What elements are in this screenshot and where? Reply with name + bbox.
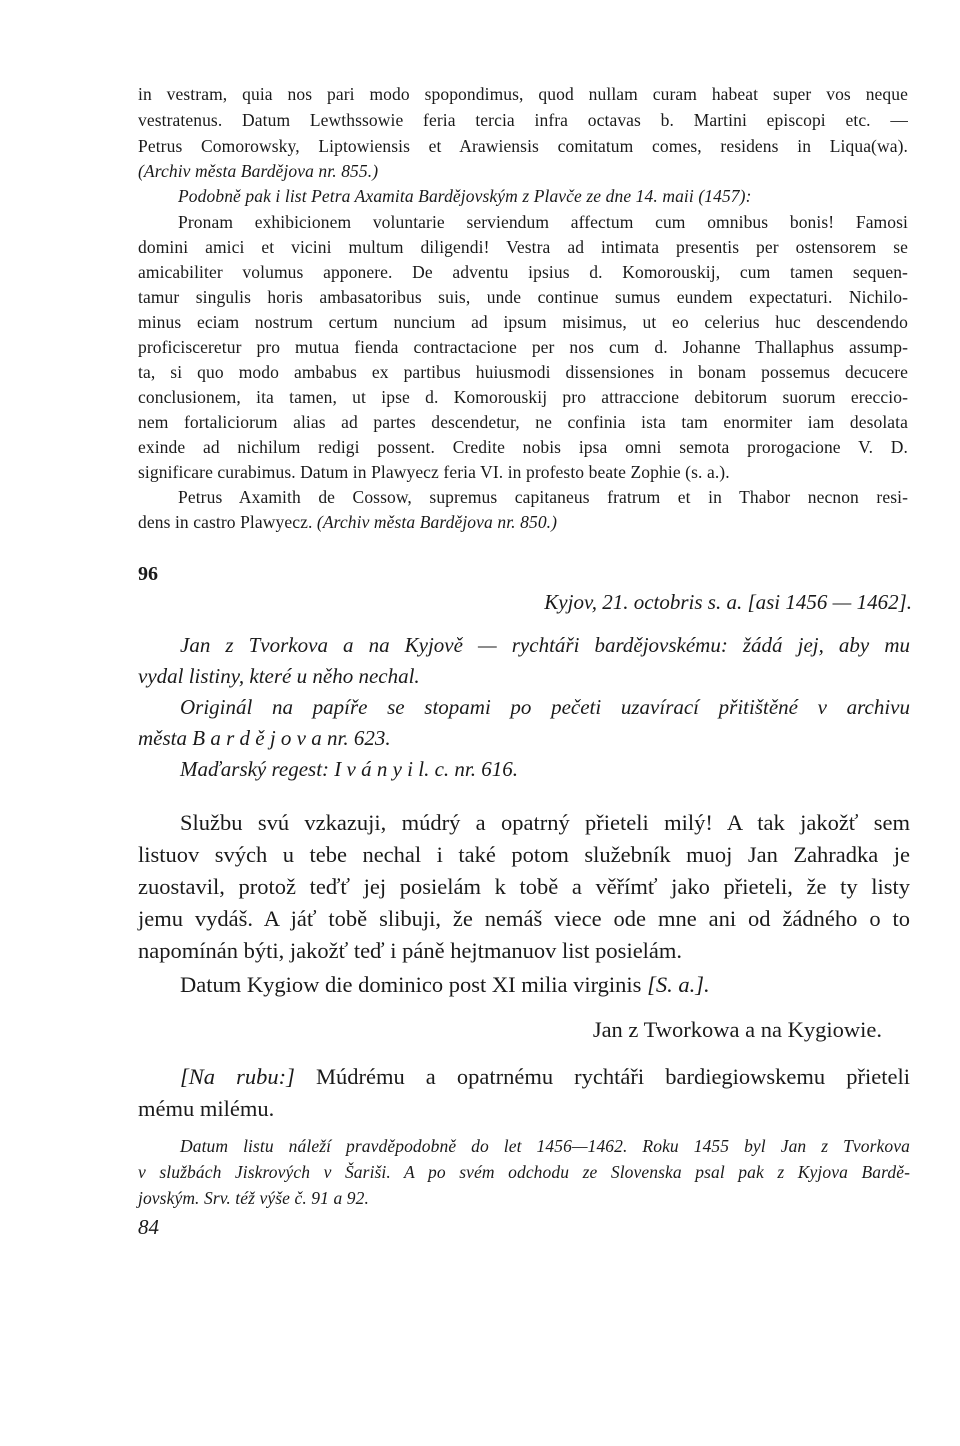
footnote-line: v službách Jiskrových v Šariši. A po svém odchodu ze Slovenska psal pak z Kyjova Bardě- xyxy=(138,1162,910,1182)
address-text: Múdrému a opatrnému rychtáři bardiegiowskemu přieteli xyxy=(315,1064,910,1089)
letter-line: jemu vydáš. A jáť tobě slibuji, že nemáš viece ode mne ani od žádného o to xyxy=(138,906,910,931)
original-note-line: Originál na papíře se stopami po pečeti uzavírací přitištěné v archivu xyxy=(180,695,910,719)
address-line: mému milému. xyxy=(138,1096,275,1121)
address-prefix: [Na rubu:] xyxy=(180,1064,295,1089)
letter-line: listuov svých u tebe nechal i také potom služebník muoj Jan Zahradka je xyxy=(138,842,910,867)
footnote-line: Datum listu náleží pravděpodobně do let 1456—1462. Roku 1455 byl Jan z Tvorkova xyxy=(180,1136,910,1156)
text-line xyxy=(138,512,557,533)
text-line: amicabiliter volumus apponere. De adventu ipsius d. Komorouskij, cum tamen sequen- xyxy=(138,262,908,282)
datum-text: Datum Kygiow die dominico post XI milia virginis xyxy=(180,972,642,997)
original-note-line: města B a r d ě j o v a nr. 623. xyxy=(138,726,391,750)
text-line: significare curabimus. Datum in Plawyecz feria VI. in profesto beate Zophie (s. a.). xyxy=(138,462,730,482)
letter-line: Službu svú vzkazuji, múdrý a opatrný přieteli milý! A tak jakožť sem xyxy=(180,810,910,835)
section-heading: Podobně pak i list Petra Axamita Bardějovským z Plavče ze dne 14. maii (1457): xyxy=(178,186,752,206)
entry-number: 96 xyxy=(138,563,158,585)
archive-reference: (Archiv města Bardějova nr. 850.) xyxy=(316,512,558,532)
letter-line: napomínán býti, jakožť teď i páně hejtmanuov list posielám. xyxy=(138,938,683,963)
datum-line xyxy=(180,972,710,998)
text-line: in vestram, quia nos pari modo spopondimus, quod nullam curam habeat super vos neque xyxy=(138,84,908,104)
text-line: conclusionem, ita tamen, ut ipse d. Komorouskij pro attraccione debitorum suorum ereccio- xyxy=(138,387,908,407)
text-line: vestratenus. Datum Lewthssowie feria tercia infra octavas b. Martini episcopi etc. — xyxy=(138,110,908,130)
footnote-line: jovským. Srv. též výše č. 91 a 92. xyxy=(138,1188,369,1208)
text-line: Pronam exhibicionem voluntarie serviendum affectum cum omnibus bonis! Famosi xyxy=(178,212,908,232)
text-line: ta, si quo modo ambabus ex partibus huiusmodi dissensiones in bonam possemus decucere xyxy=(138,362,908,382)
text-line: exinde ad nichilum redigi possent. Credite nobis ipsa omni semota prorogacione V. D. xyxy=(138,437,908,457)
regest-line: vydal listiny, které u něho nechal. xyxy=(138,664,420,688)
text-line: domini amici et vicini multum diligendi! Vestra ad intimata presentis per ostensorem se xyxy=(138,237,908,257)
text-line: minus eciam nostrum certum nuncium ad ipsum misimus, ut eo celerius huc descendendo xyxy=(138,312,908,332)
letter-line: zuostavil, protož teďť jej posielám k tobě a věřímť jako přieteli, že ty listy xyxy=(138,874,910,899)
datum-note: [S. a.]. xyxy=(647,972,710,997)
text-line: proficisceretur pro mutua fienda contractacione per nos cum d. Johanne Thallaphus assump- xyxy=(138,337,908,357)
text-line: Petrus Comorowsky, Liptowiensis et Arawiensis comitatum comes, residens in Liqua(wa). xyxy=(138,136,908,156)
letter-signature: Jan z Tworkowa a na Kygiowie. xyxy=(592,1017,882,1042)
signature-text: dens in castro Plawyecz. xyxy=(138,512,313,532)
text-line: tamur singulis horis ambasatoribus suis, unde continue sumus eundem expectaturi. Nichilo- xyxy=(138,287,908,307)
text-line: nem fortaliciorum alias ad partes descendetur, ne confinia ista tam enormiter iam desolata xyxy=(138,412,908,432)
archive-reference: (Archiv města Bardějova nr. 855.) xyxy=(138,161,379,181)
address-line xyxy=(180,1064,910,1090)
regest-line: Jan z Tvorkova a na Kyjově — rychtáři bardějovskému: žádá jej, aby mu xyxy=(180,633,910,657)
text-line: Petrus Axamith de Cossow, supremus capitaneus fratrum et in Thabor necnon resi- xyxy=(178,487,908,507)
page-number: 84 xyxy=(138,1215,159,1239)
hungarian-regest: Maďarský regest: I v á n y i l. c. nr. 616. xyxy=(180,757,519,781)
place-date: Kyjov, 21. octobris s. a. [asi 1456 — 1462]. xyxy=(544,590,912,614)
